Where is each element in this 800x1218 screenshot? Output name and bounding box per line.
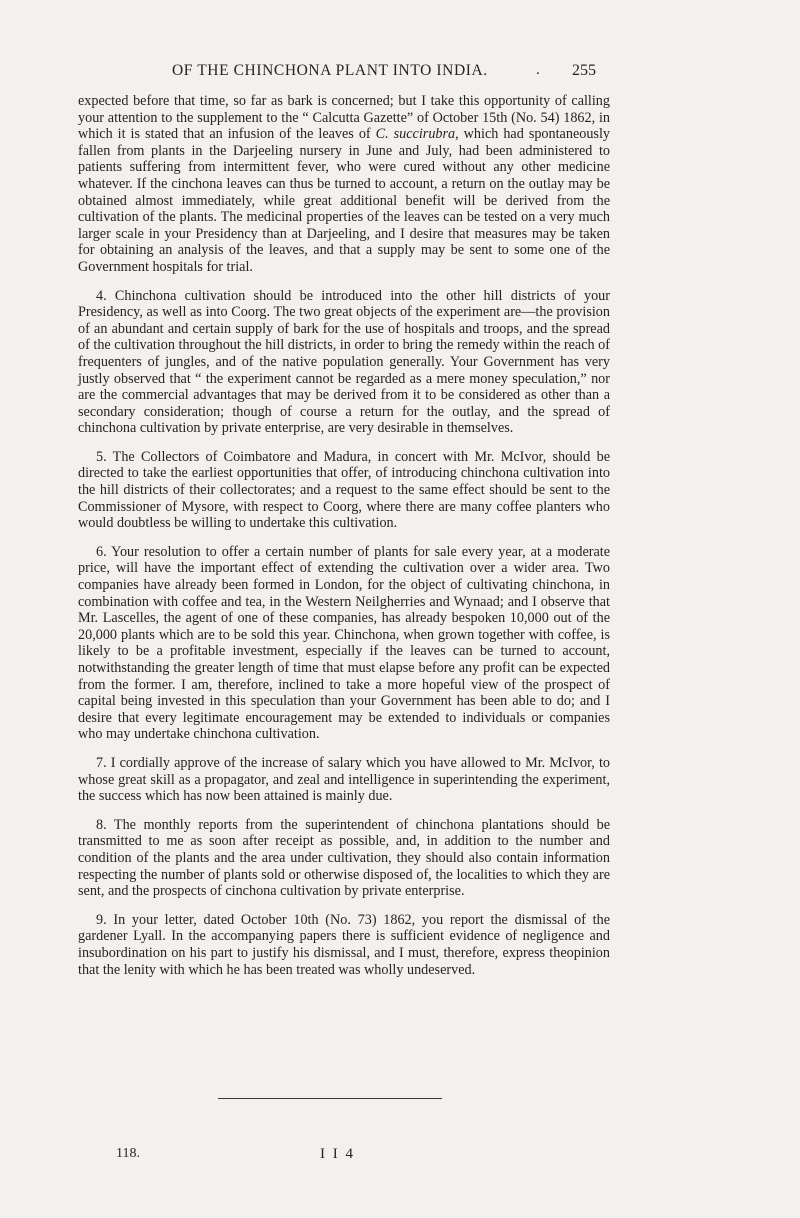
- running-head: [0, 62, 800, 86]
- paragraph-text-rest: which had spontaneously fallen from plants in the Darjeeling nursery in June and July, had been administered to patients suffering from intermittent fever, who were cured without any other medicine whatever. If the cinchona leaves can thus be turned to account, a return on the outlay may be obtained almost immediately, while great additional benefit will be derived from the cultivation of the plants. The medicinal properties of the leaves can be tested on a very much larger scale in your Presidency than at Darjeeling, and I desire that measures may be taken for obtaining an analysis of the leaves, and that a supply may be sent to some one of the Government hospitals for trial.: [78, 126, 610, 275]
- signature-mark: I I 4: [320, 1146, 355, 1162]
- running-head-separator: .: [536, 62, 540, 78]
- paragraph-4: 4. Chinchona cultivation should be introduced into the other hill districts of your Presidency, as well as into Coorg. The two great objects of the experiment are—the provision of an abundant and certain supply of bark for the use of hospitals and troops, and the spread of the cultivation throughout the hill districts, in order to bring the remedy within the reach of frequenters of jungles, and of the native population generally. Your Government has very justly observed that “ the experiment cannot be regarded as a mere money speculation,” nor are the commercial advantages that may be derived from it to be considered as other than a secondary consideration; though of course a return for the outlay, and the spread of chinchona cultivation by private enterprise, are very desirable in themselves.: [78, 287, 610, 437]
- body-text: [78, 93, 610, 990]
- running-head-title: OF THE CHINCHONA PLANT INTO INDIA.: [172, 62, 488, 79]
- paragraph-text: expected before that time, so far as bark is concerned; but I take this opportunity of calling your attention to the supplement to the “ Calcutta Gazette” of October 15th (No. 54) 1862, in which it is stated that an infusion of the leaves of: [78, 93, 610, 143]
- sheet-number: 118.: [116, 1146, 140, 1161]
- paragraph-7: 7. I cordially approve of the increase of salary which you have allowed to Mr. McIvor, to whose great skill as a propagator, and zeal and intelligence in superintending the experiment, the success which has now been attained is mainly due.: [78, 754, 610, 805]
- paragraph-5: 5. The Collectors of Coimbatore and Madura, in concert with Mr. McIvor, should be directed to take the earliest opportunities that offer, of introducing chinchona cultivation into the hill districts of their collectorates; and a request to the same effect should be sent to the Commissioner of Mysore, with respect to Coorg, where there are many coffee planters who would doubtless be willing to undertake this cultivation.: [78, 448, 610, 532]
- paragraph-6: 6. Your resolution to offer a certain number of plants for sale every year, at a moderate price, will have the important effect of extending the cultivation over a wider area. Two companies have already been formed in London, for the object of cultivating chinchona, in combination with coffee and tea, in the Western Neilgherries and Wynaad; and I observe that Mr. Lascelles, the agent of one of these companies, has already bespoken 10,000 out of the 20,000 plants which are to be sold this year. Chinchona, when grown together with coffee, is likely to be a profitable investment, especially if the leaves can be turned to account, notwithstanding the greater length of time that must elapse before any profit can be expected from the former. I am, therefore, inclined to take a more hopeful view of the prospect of capital being invested in this speculation than your Government has been able to do; and I desire that every legitimate encouragement may be extended to individuals or companies who may undertake chinchona cultivation.: [78, 543, 610, 743]
- closing-rule: [218, 1098, 442, 1099]
- paragraph-9: 9. In your letter, dated October 10th (No. 73) 1862, you report the dismissal of the gardener Lyall. In the accompanying papers there is sufficient evidence of negligence and insubordination on his part to justify his dismissal, and I must, therefore, express theopinion that the lenity with which he has been treated was wholly undeserved.: [78, 911, 610, 978]
- paragraph-8: 8. The monthly reports from the superintendent of chinchona plantations should be transmitted to me as soon after receipt as possible, and, in addition to the number and condition of the plants and the area under cultivation, they should also contain information respecting the number of plants sold or otherwise disposed of, the localities to which they are sent, and the prospects of cinchona cultivation by private enterprise.: [78, 816, 610, 900]
- continued-paragraph: [78, 93, 610, 276]
- species-name: C. succirubra,: [375, 126, 459, 143]
- page-number: 255: [572, 62, 596, 79]
